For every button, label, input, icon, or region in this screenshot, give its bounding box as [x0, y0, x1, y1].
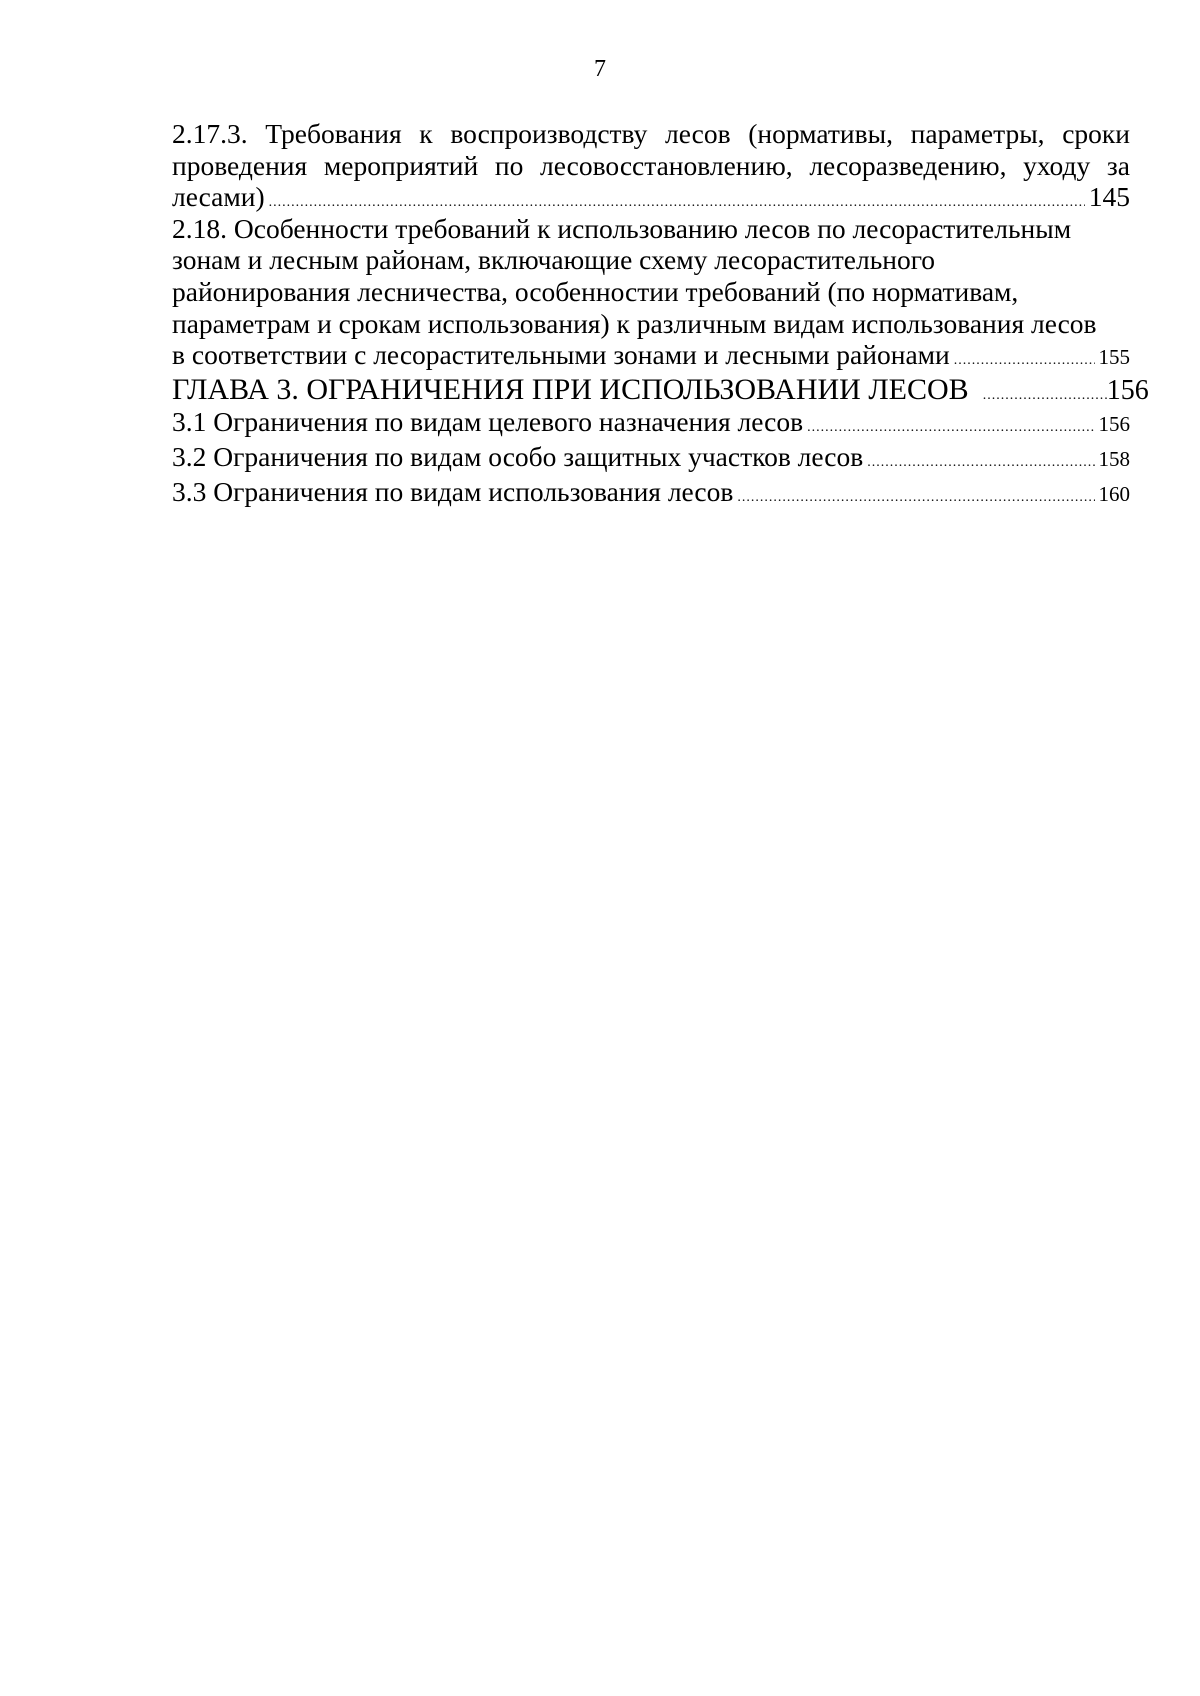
dot-leader — [983, 389, 1107, 403]
toc-page-number: 155 — [1098, 345, 1130, 370]
chapter-title: ГЛАВА 3. ОГРАНИЧЕНИЯ ПРИ ИСПОЛЬЗОВАНИИ ЛЕСОВ — [172, 372, 969, 406]
toc-entry-3-1[interactable] — [172, 406, 1130, 441]
dot-leader — [269, 196, 1085, 210]
toc-entry-2-18[interactable] — [172, 213, 1130, 374]
toc-entry-line: 2.17.3. Требования к воспроизводству лесов (нормативы, параметры, сроки — [172, 118, 1130, 149]
toc-entry-line: 2.18. Особенности требований к использованию лесов по лесорастительным — [172, 212, 1072, 244]
toc-entry-text: 3.3 Ограничения по видам использования лесов — [172, 475, 734, 507]
toc-entry-lead-line — [172, 372, 1149, 407]
toc-entry-2-17-3[interactable] — [172, 118, 1130, 213]
toc-page-number: 160 — [1098, 481, 1130, 506]
toc-entry-text: лесами) — [172, 181, 265, 213]
toc-entry-line: районирования лесничества, особенностии требований (по нормативам, — [172, 275, 1019, 307]
toc-entry-text: в соответствии с лесорастительными зонами и лесными районами — [172, 339, 950, 371]
toc-page-number: 158 — [1098, 446, 1130, 471]
toc-entry-lead-line — [172, 406, 1130, 441]
toc-chapter-3[interactable] — [172, 372, 1149, 407]
toc-entry-line: проведения мероприятий по лесовосстановлению, лесоразведению, уходу за — [172, 149, 1130, 181]
dot-leader — [807, 421, 1094, 435]
toc-page-number: 145 — [1088, 181, 1130, 213]
toc-entry-lead-line — [172, 339, 1130, 374]
dot-leader — [954, 354, 1095, 368]
dot-leader — [737, 491, 1094, 505]
toc-entry-line: зонам и лесным районам, включающие схему лесорастительного — [172, 244, 936, 276]
toc-entry-lead-line — [172, 441, 1130, 476]
toc-entry-lead-line — [172, 476, 1130, 511]
toc-entry-3-3[interactable] — [172, 476, 1130, 511]
dot-leader — [867, 456, 1094, 470]
page-number: 7 — [594, 56, 606, 82]
table-of-contents — [172, 118, 1149, 510]
toc-entry-line: параметрам и срокам использования) к различным видам использования лесов — [172, 307, 1097, 339]
toc-entry-text: 3.2 Ограничения по видам особо защитных участков лесов — [172, 440, 864, 472]
toc-entry-lead-line — [172, 181, 1130, 213]
toc-page-number: 156 — [1098, 412, 1130, 437]
toc-entry-text: 3.1 Ограничения по видам целевого назначения лесов — [172, 406, 804, 438]
toc-page-number: 156 — [1106, 374, 1149, 406]
toc-entry-3-2[interactable] — [172, 441, 1130, 476]
